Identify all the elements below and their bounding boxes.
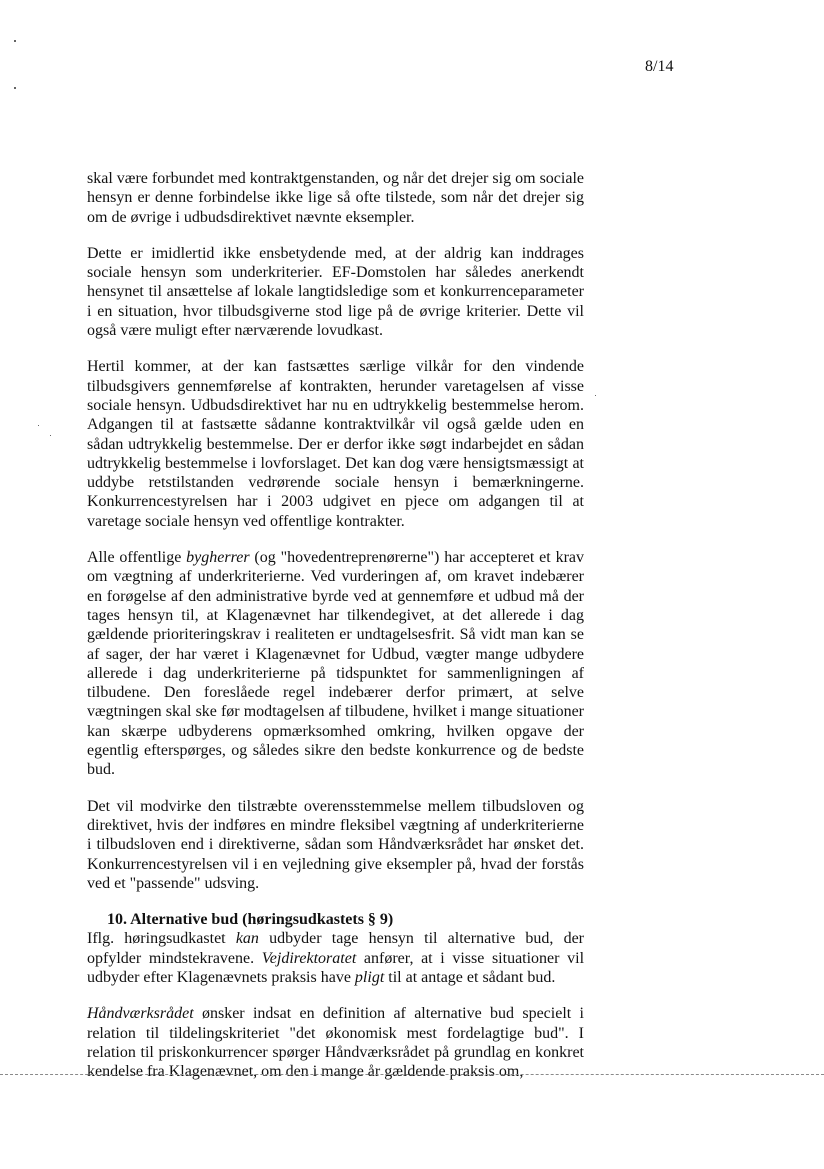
paragraph-1: skal være forbundet med kontraktgenstanden, og når det drejer sig om sociale hensyn er denne forbindelse ikke lige så ofte tilstede, som når det drejer sig om de øvrige i udbudsdirektivet nævnte eksempler. xyxy=(87,170,584,226)
page-number: 8/14 xyxy=(645,58,674,75)
paragraph-3: Hertil kommer, at der kan fastsættes særlige vilkår for den vindende tilbudsgivers gennemførelse af kontrakten, herunder varetagelsen af visse sociale hensyn. Udbudsdirektivet har nu en udtrykkelig bestemmelse herom. Adgangen til at fastsætte sådanne kontraktvilkår vil også gælde uden en sådan udtrykkelig bestemmelse. Der er derfor ikke søgt indarbejdet en sådan udtrykkelig bestemmelse i lovforslaget. Det kan dog være hensigtsmæssigt at uddybe retstilstanden vedrørende sociale hensyn i bemærkningerne. Konkurrencestyrelsen har i 2003 udgivet en pjece om adgangen til at varetage sociale hensyn ved offentlige kontrakter. xyxy=(87,358,584,530)
scan-artifact-line xyxy=(0,1074,824,1075)
paragraph-4-text-a: Alle offentlige xyxy=(87,549,187,567)
section-p2-italic-haandvaerksraadet: Håndværksrådet xyxy=(87,1005,194,1023)
section-p1-italic-pligt: pligt xyxy=(354,968,385,986)
paragraph-4-italic-bygherrer: bygherrer xyxy=(186,549,250,567)
section-p1-text-c: udbyder tage hensyn til alternative bud, der opfylder mindstekravene. xyxy=(87,930,585,967)
section-p1-italic-kan: kan xyxy=(235,930,259,948)
section-paragraph-2 xyxy=(87,1004,584,1081)
section-p1-italic-vejdirektoratet: Vejdirektoratet xyxy=(261,949,357,967)
section-p1-text-g: til at antage et sådant bud. xyxy=(384,968,556,986)
section-heading: 10. Alternative bud (høringsudkastets § 9) xyxy=(107,911,394,929)
paragraph-5: Det vil modvirke den tilstræbte overensstemmelse mellem tilbudsloven og direktivet, hvis der indføres en mindre fleksibel vægtning af underkriterierne i tilbudsloven end i direktiverne, sådan som Håndværksrådet har ønsket det. Konkurrencestyrelsen vil i en vejledning give eksempler på, hvad der forstås ved et "passende" udsving. xyxy=(87,797,584,892)
section-paragraph-1 xyxy=(87,929,584,987)
section-p1-text-e: anfører, at i visse situationer vil udbyder efter Klagenævnets praksis have xyxy=(87,949,585,986)
scan-speck xyxy=(595,395,596,396)
scan-speck xyxy=(50,435,51,436)
paragraph-4 xyxy=(87,548,584,780)
document-body xyxy=(87,169,584,1081)
scan-speck xyxy=(14,87,16,89)
paragraph-2: Dette er imidlertid ikke ensbetydende med, at der aldrig kan inddrages sociale hensyn som underkriterier. EF-Domstolen har således anerkendt hensynet til ansættelse af lokale langtidsledige som et konkurrenceparameter i en situation, hvor tilbudsgiverne stod lige på de øvrige kriterier. Dette vil også være muligt efter nærværende lovudkast. xyxy=(87,244,584,340)
section-p1-text-a: Iflg. høringsudkastet xyxy=(87,930,236,948)
scan-speck xyxy=(14,40,16,42)
section-p2-text-b: ønsker indsat en definition af alternative bud specielt i relation til tildelingskriteriet "det økonomisk mest fordelagtige bud". I relation til priskonkurrencer spørger Håndværksrådet på grundlag en konkret kendelse fra Klagenævnet, om den i mange år gældende praksis om, xyxy=(87,1005,584,1081)
paragraph-4-text-b: (og "hovedentreprenørerne") har accepteret et krav om vægtning af underkriterierne. Ved vurderingen af, om kravet indebærer en forøgelse af den administrative byrde ved at gennemføre et udbud må der tages hensyn til, at Klagenævnet har tilkendegivet, at det allerede i dag gældende prioriteringskrav i realiteten er undtagelsesfrit. Så vidt man kan se af sager, der har været i Klagenævnet for Udbud, vægter mange udbydere allerede i dag underkriterierne på tidspunktet for sammenligningen af tilbudene. Den foreslåede regel indebærer derfor primært, at selve vægtningen skal ske før modtagelsen af tilbudene, hvilket i mange situationer kan skærpe udbyderens opmærksomhed omkring, hvilken opgave der egentlig efterspørges, og således sikre den bedste konkurrence og de bedste bud. xyxy=(87,549,585,779)
scan-speck xyxy=(38,425,39,426)
